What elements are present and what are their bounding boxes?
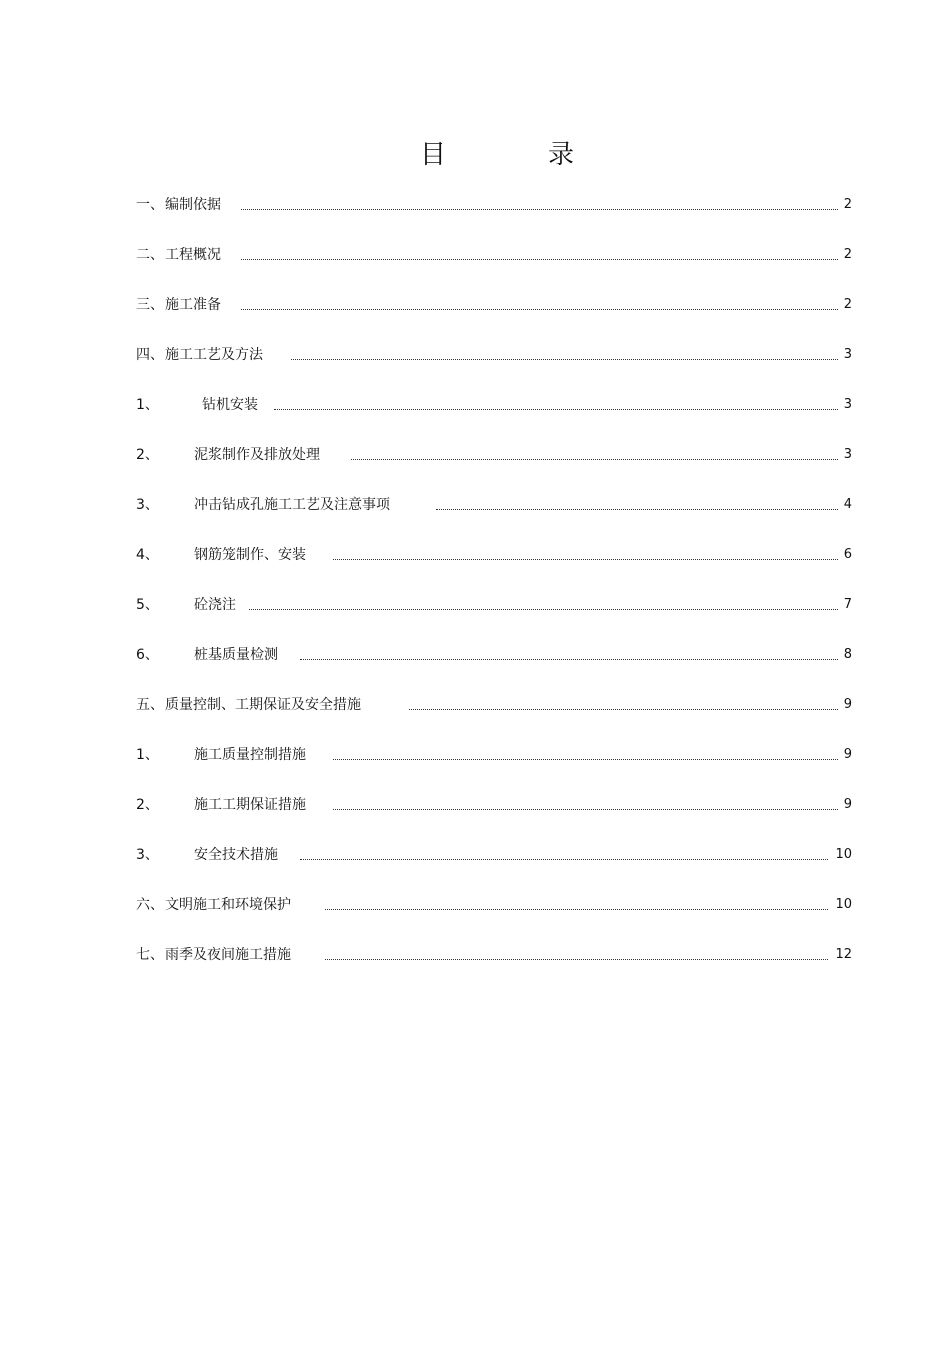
toc-entry-label: 钻机安装 bbox=[202, 397, 258, 413]
toc-entry-label: 泥浆制作及排放处理 bbox=[194, 447, 320, 463]
toc-entry-label: 编制依据 bbox=[165, 197, 221, 213]
toc-entry-label: 施工质量控制措施 bbox=[194, 747, 306, 763]
toc-entry-leader bbox=[333, 559, 838, 560]
toc-entry-leader bbox=[333, 809, 838, 810]
toc-entry-number: 3、 bbox=[136, 497, 159, 513]
toc-entry-leader bbox=[325, 959, 828, 960]
toc-entry[interactable] bbox=[136, 242, 852, 292]
toc-entry[interactable] bbox=[136, 592, 852, 642]
toc-entry-leader bbox=[241, 309, 838, 310]
toc-entry-leader bbox=[436, 509, 838, 510]
toc-title bbox=[0, 138, 950, 178]
toc-entry[interactable] bbox=[136, 792, 852, 842]
toc-entry-number: 5、 bbox=[136, 597, 159, 613]
toc-entry-page: 10 bbox=[835, 847, 852, 862]
toc-entry-label: 施工工期保证措施 bbox=[194, 797, 306, 813]
toc-entry-label: 工程概况 bbox=[165, 247, 221, 263]
toc-entry-number: 1、 bbox=[136, 397, 159, 413]
toc-entry-leader bbox=[409, 709, 838, 710]
toc-entry-page: 7 bbox=[843, 597, 852, 612]
toc-entry-page: 12 bbox=[835, 947, 852, 962]
toc-entry-label: 桩基质量检测 bbox=[194, 647, 278, 663]
toc-entry-label: 施工准备 bbox=[165, 297, 221, 313]
toc-entry[interactable] bbox=[136, 442, 852, 492]
toc-entry-label: 安全技术措施 bbox=[194, 847, 278, 863]
toc-entry-number: 六、 bbox=[136, 897, 164, 913]
toc-entry-number: 一、 bbox=[136, 197, 164, 213]
toc-entry-page: 2 bbox=[843, 297, 852, 312]
toc-entry-page: 3 bbox=[843, 447, 852, 462]
table-of-contents bbox=[136, 192, 852, 992]
toc-entry[interactable] bbox=[136, 692, 852, 742]
toc-entry-page: 8 bbox=[843, 647, 852, 662]
toc-entry-page: 9 bbox=[843, 797, 852, 812]
toc-entry-label: 砼浇注 bbox=[194, 597, 236, 613]
toc-entry[interactable] bbox=[136, 942, 852, 992]
toc-entry-leader bbox=[241, 209, 838, 210]
toc-entry-page: 10 bbox=[835, 897, 852, 912]
toc-entry-number: 四、 bbox=[136, 347, 164, 363]
toc-entry-page: 2 bbox=[843, 247, 852, 262]
toc-entry-page: 4 bbox=[843, 497, 852, 512]
toc-entry-label: 施工工艺及方法 bbox=[165, 347, 263, 363]
toc-entry-page: 9 bbox=[843, 697, 852, 712]
toc-entry-page: 6 bbox=[843, 547, 852, 562]
toc-entry[interactable] bbox=[136, 642, 852, 692]
toc-title-char-2: 录 bbox=[548, 140, 575, 170]
toc-entry[interactable] bbox=[136, 292, 852, 342]
toc-entry-label: 冲击钻成孔施工工艺及注意事项 bbox=[194, 497, 390, 513]
toc-entry-leader bbox=[300, 659, 838, 660]
toc-entry[interactable] bbox=[136, 192, 852, 242]
toc-entry-page: 3 bbox=[843, 397, 852, 412]
toc-entry-number: 二、 bbox=[136, 247, 164, 263]
toc-entry[interactable] bbox=[136, 392, 852, 442]
toc-entry[interactable] bbox=[136, 842, 852, 892]
toc-entry-leader bbox=[325, 909, 828, 910]
toc-entry-leader bbox=[249, 609, 838, 610]
toc-entry[interactable] bbox=[136, 892, 852, 942]
toc-entry[interactable] bbox=[136, 492, 852, 542]
toc-entry-page: 3 bbox=[843, 347, 852, 362]
toc-entry-number: 七、 bbox=[136, 947, 164, 963]
toc-entry-page: 2 bbox=[843, 197, 852, 212]
toc-entry-number: 4、 bbox=[136, 547, 159, 563]
toc-entry-label: 质量控制、工期保证及安全措施 bbox=[165, 697, 361, 713]
toc-entry-number: 1、 bbox=[136, 747, 159, 763]
toc-entry-number: 五、 bbox=[136, 697, 164, 713]
toc-entry[interactable] bbox=[136, 342, 852, 392]
toc-entry-leader bbox=[274, 409, 838, 410]
toc-entry-number: 2、 bbox=[136, 447, 159, 463]
toc-title-char-1: 目 bbox=[420, 140, 447, 170]
toc-entry-leader bbox=[241, 259, 838, 260]
toc-entry-leader bbox=[300, 859, 828, 860]
toc-entry[interactable] bbox=[136, 742, 852, 792]
toc-entry-page: 9 bbox=[843, 747, 852, 762]
toc-entry-leader bbox=[333, 759, 838, 760]
toc-entry-leader bbox=[291, 359, 838, 360]
toc-entry-number: 三、 bbox=[136, 297, 164, 313]
toc-entry[interactable] bbox=[136, 542, 852, 592]
toc-entry-label: 文明施工和环境保护 bbox=[165, 897, 291, 913]
toc-entry-label: 钢筋笼制作、安装 bbox=[194, 547, 306, 563]
toc-entry-number: 6、 bbox=[136, 647, 159, 663]
toc-entry-number: 3、 bbox=[136, 847, 159, 863]
toc-entry-number: 2、 bbox=[136, 797, 159, 813]
toc-entry-leader bbox=[351, 459, 838, 460]
toc-entry-label: 雨季及夜间施工措施 bbox=[165, 947, 291, 963]
